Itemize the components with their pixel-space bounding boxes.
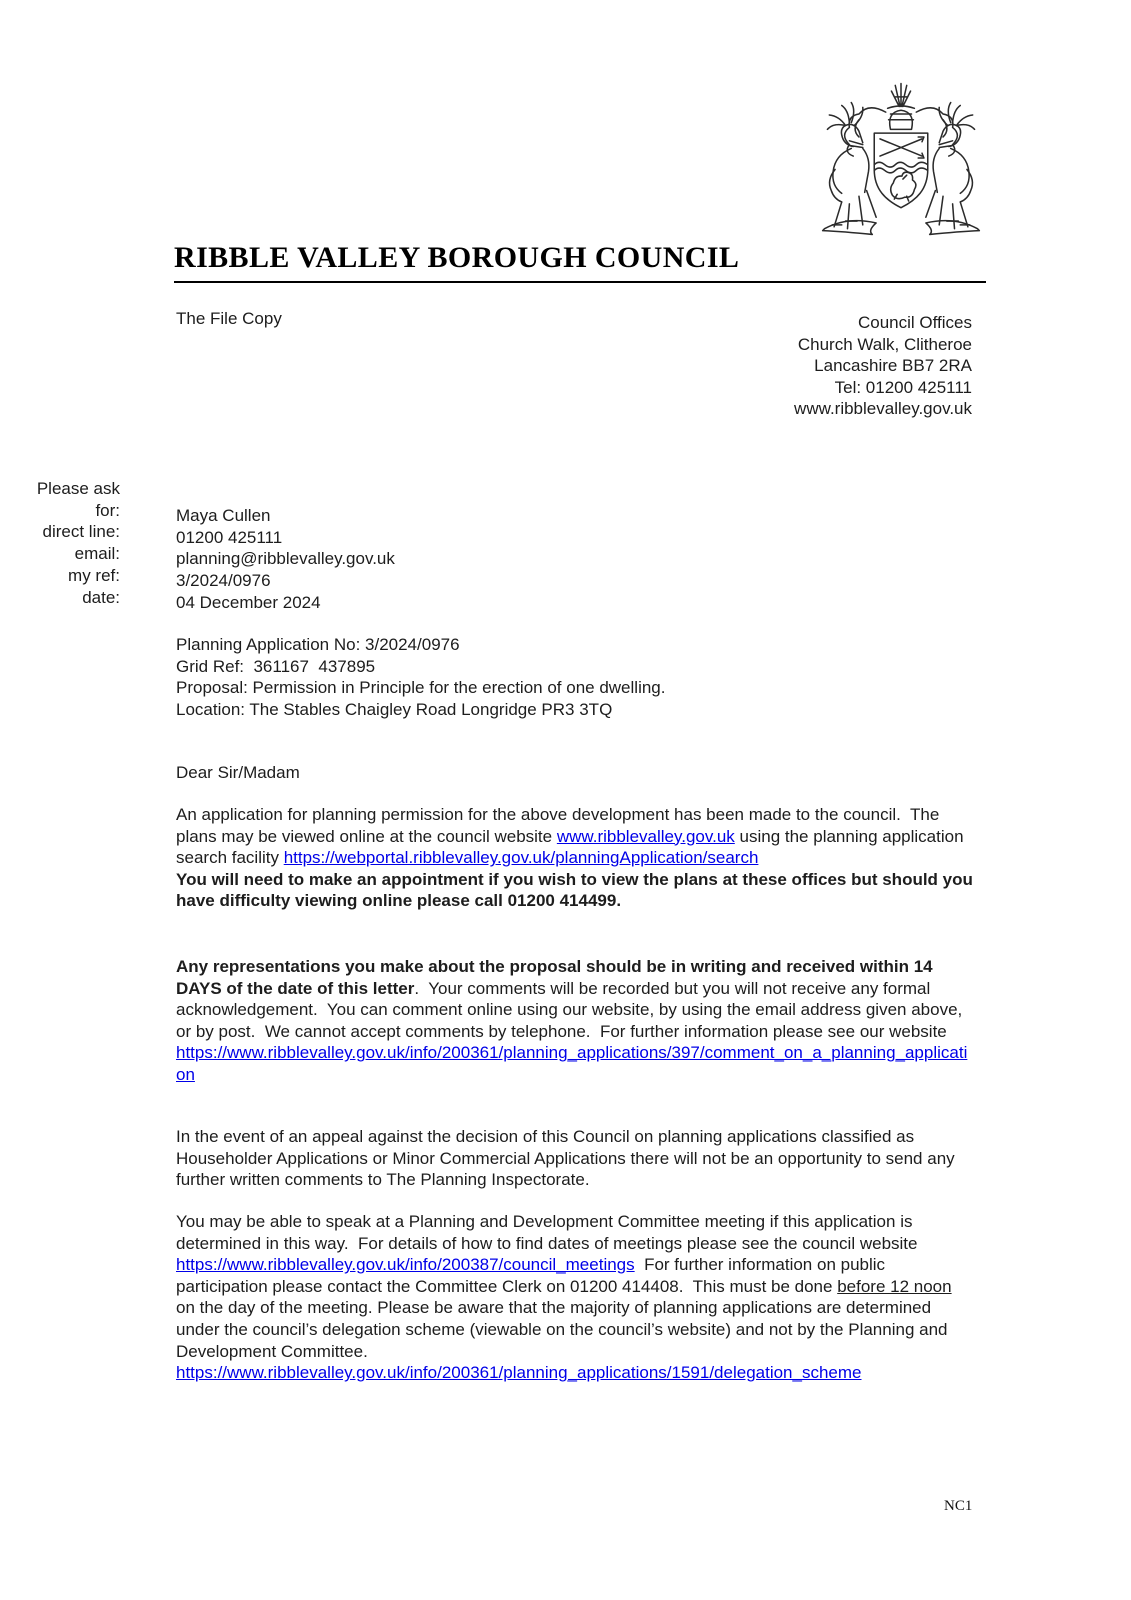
contact-label-email: email:	[74, 544, 120, 564]
stag-left	[827, 103, 876, 229]
council-address	[794, 312, 972, 420]
paragraph-appeal: In the event of an appeal against the decision of this Council on planning applications classified as Householder Applications or Minor Commercial Applications there will not be an opportunity to send any further written comments to The Planning Inspectorate.	[176, 1127, 960, 1190]
representations-bold-text: Any representations you make about the proposal should be in writing and received within 14 DAYS of the date of this letter	[176, 957, 938, 998]
paragraph-text: using the planning application search facility	[176, 826, 969, 868]
paragraph-text: An application for planning permission for the above development has been made to the council. The plans may be viewed online at the council website	[176, 805, 945, 846]
application-number-line: Planning Application No: 3/2024/0976	[176, 635, 460, 654]
letterhead	[174, 242, 986, 283]
page-code: NC1	[944, 1498, 973, 1514]
paragraph-text: You may be able to speak at a Planning and Development Committee meeting if this application is determined in this way. For details of how to find dates of meetings please see the council website	[176, 1212, 923, 1253]
contact-value-date: 04 December 2024	[176, 592, 321, 612]
contact-value-email: planning@ribblevalley.gov.uk	[176, 549, 395, 569]
appointment-bold-note: You will need to make an appointment if you wish to view the plans at these offices but should you have difficulty viewing online please call 01200 414499.	[176, 869, 978, 911]
comment-on-application-link[interactable]: https://www.ribblevalley.gov.uk/info/200361/planning_applications/397/comment_on_a_planning_application	[176, 1043, 968, 1084]
address-line: www.ribblevalley.gov.uk	[794, 399, 972, 419]
contact-value-my-ref: 3/2024/0976	[176, 571, 271, 591]
salutation: Dear Sir/Madam	[176, 763, 300, 782]
paragraph-representations	[176, 956, 974, 1086]
search-portal-link[interactable]: https://webportal.ribblevalley.gov.uk/planningApplication/search	[283, 848, 759, 868]
contact-value-direct-line: 01200 425111	[176, 527, 283, 547]
location-line: Location: The Stables Chaigley Road Longridge PR3 3TQ	[176, 700, 613, 720]
contact-label-direct-line: direct line:	[42, 522, 120, 542]
address-line: Tel: 01200 425111	[834, 377, 972, 397]
contact-label-for: for:	[95, 500, 120, 520]
paragraph-committee	[176, 1211, 974, 1384]
delegation-scheme-link[interactable]: https://www.ribblevalley.gov.uk/info/200361/planning_applications/1591/delegation_scheme	[176, 1363, 862, 1383]
paragraph-text: For further information on public participation please contact the Committee Clerk on 01200 414408. This must be done	[176, 1255, 890, 1296]
grid-ref-line: Grid Ref: 361167 437895	[176, 656, 376, 676]
council-meetings-link[interactable]: https://www.ribblevalley.gov.uk/info/200387/council_meetings	[176, 1255, 635, 1275]
before-noon-underlined: before 12 noon	[837, 1276, 952, 1296]
paragraph-text: . Your comments will be recorded but you will not receive any formal acknowledgement. You can comment online using our website, by using the email address given above, or by post. We cannot accept comments by telephone. For further information please see our website	[176, 978, 967, 1041]
paragraph-viewing-plans	[176, 804, 978, 912]
address-line: Church Walk, Clitheroe	[797, 334, 972, 354]
contact-values	[176, 505, 395, 614]
address-line: Council Offices	[857, 313, 972, 332]
application-details	[176, 634, 665, 721]
contact-labels	[37, 478, 120, 608]
contact-label-my-ref: my ref:	[68, 565, 120, 585]
stag-right	[926, 103, 975, 229]
contact-label-please-ask: Please ask	[36, 479, 120, 498]
council-website-link[interactable]: www.ribblevalley.gov.uk	[556, 826, 735, 846]
contact-value-name: Maya Cullen	[176, 506, 271, 525]
council-coat-of-arms-icon	[795, 72, 1007, 244]
proposal-line: Proposal: Permission in Principle for the erection of one dwelling.	[176, 678, 666, 698]
paragraph-text: on the day of the meeting. Please be aware that the majority of planning applications are determined under the council’s delegation scheme (viewable on the council’s website) and not by the Planning and Development Committee.	[176, 1276, 957, 1361]
file-copy-label: The File Copy	[176, 309, 282, 328]
council-name: RIBBLE VALLEY BOROUGH COUNCIL	[174, 241, 740, 274]
address-line: Lancashire BB7 2RA	[814, 356, 972, 376]
contact-label-date: date:	[82, 587, 120, 607]
